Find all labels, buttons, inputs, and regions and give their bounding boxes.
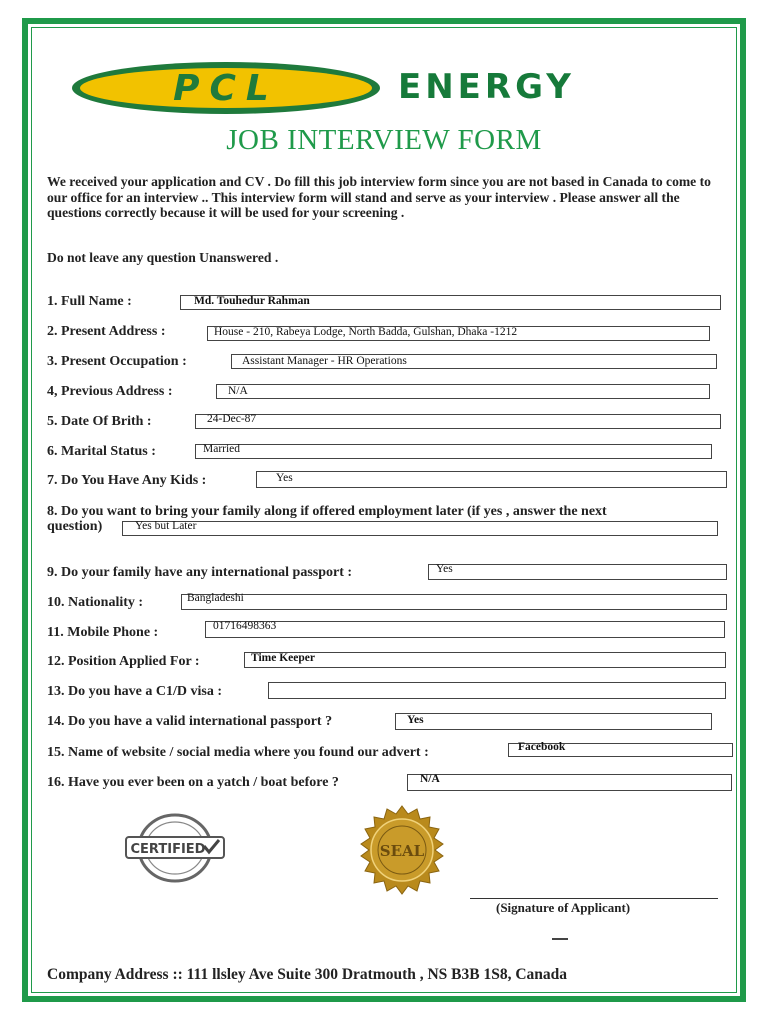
answer-value-12: Time Keeper (251, 652, 315, 664)
certified-stamp (124, 812, 226, 884)
question-label-9: 9. Do your family have any international passport : (47, 565, 353, 580)
answer-value-11: 01716498363 (213, 620, 277, 632)
answer-value-2: House - 210, Rabeya Lodge, North Badda, Gulshan, Dhaka -1212 (214, 326, 518, 338)
logo-energy-word: ENERGY (398, 67, 575, 107)
certified-stamp-text: CERTIFIED (130, 842, 206, 857)
question-label-8-cont: question) (47, 519, 103, 534)
question-label-2: 2. Present Address : (47, 324, 166, 339)
pcl-logo-text: PCL (173, 68, 279, 109)
question-label-12: 12. Position Applied For : (47, 654, 200, 669)
answer-value-5: 24-Dec-87 (207, 413, 257, 425)
question-label-1: 1. Full Name : (47, 294, 132, 309)
answer-value-10: Bangladeshi (187, 592, 244, 604)
answer-field-11[interactable] (205, 621, 725, 638)
question-label-16: 16. Have you ever been on a yatch / boat before ? (47, 775, 339, 790)
answer-value-1: Md. Touhedur Rahman (194, 295, 310, 307)
answer-field-12[interactable] (244, 652, 726, 668)
question-label-4: 4, Previous Address : (47, 384, 173, 399)
answer-value-14: Yes (407, 714, 424, 726)
answer-value-6: Married (203, 443, 241, 455)
answer-field-5[interactable] (195, 414, 721, 429)
answer-field-13[interactable] (268, 682, 726, 699)
notice-text: Do not leave any question Unanswered . (47, 250, 279, 265)
answer-value-3: Assistant Manager - HR Operations (242, 355, 407, 367)
question-label-14: 14. Do you have a valid international passport ? (47, 714, 333, 729)
answer-field-10[interactable] (181, 594, 727, 610)
intro-paragraph: We received your application and CV . Do fill this job interview form since you are not based in Canada to come to our office for an interview .. This interview form will stand and serve as your interview . Please answer all the questions correctly because it will be used for your screening . (47, 174, 711, 220)
question-label-5: 5. Date Of Brith : (47, 414, 152, 429)
form-title: JOB INTERVIEW FORM (226, 124, 542, 156)
answer-value-8: Yes but Later (135, 520, 197, 532)
answer-field-6[interactable] (195, 444, 712, 459)
company-address: Company Address :: 111 llsley Ave Suite 300 Dratmouth , NS B3B 1S8, Canada (47, 966, 568, 983)
pcl-logo (70, 60, 382, 116)
question-label-15: 15. Name of website / social media where you found our advert : (47, 745, 429, 760)
answer-field-14[interactable] (395, 713, 712, 730)
question-label-3: 3. Present Occupation : (47, 354, 187, 369)
answer-field-8[interactable] (122, 521, 718, 536)
signature-label: (Signature of Applicant) (496, 900, 631, 915)
answer-field-16[interactable] (407, 774, 732, 791)
question-label-7: 7. Do You Have Any Kids : (47, 473, 207, 488)
answer-value-16: N/A (420, 773, 440, 785)
answer-field-7[interactable] (256, 471, 727, 488)
answer-field-9[interactable] (428, 564, 727, 580)
signature-line (470, 898, 718, 899)
gold-seal (356, 804, 448, 896)
question-label-8: 8. Do you want to bring your family along if offered employment later (if yes , answer the next (47, 504, 607, 519)
question-label-11: 11. Mobile Phone : (47, 625, 159, 640)
divider-dash (552, 938, 568, 940)
question-label-6: 6. Marital Status : (47, 444, 156, 459)
answer-value-9: Yes (436, 563, 453, 575)
seal-text: SEAL (379, 842, 425, 860)
answer-value-7: Yes (276, 472, 293, 484)
question-label-13: 13. Do you have a C1/D visa : (47, 684, 223, 699)
answer-field-4[interactable] (216, 384, 710, 399)
answer-value-4: N/A (228, 385, 248, 397)
question-label-10: 10. Nationality : (47, 595, 144, 610)
answer-value-15: Facebook (518, 741, 566, 753)
